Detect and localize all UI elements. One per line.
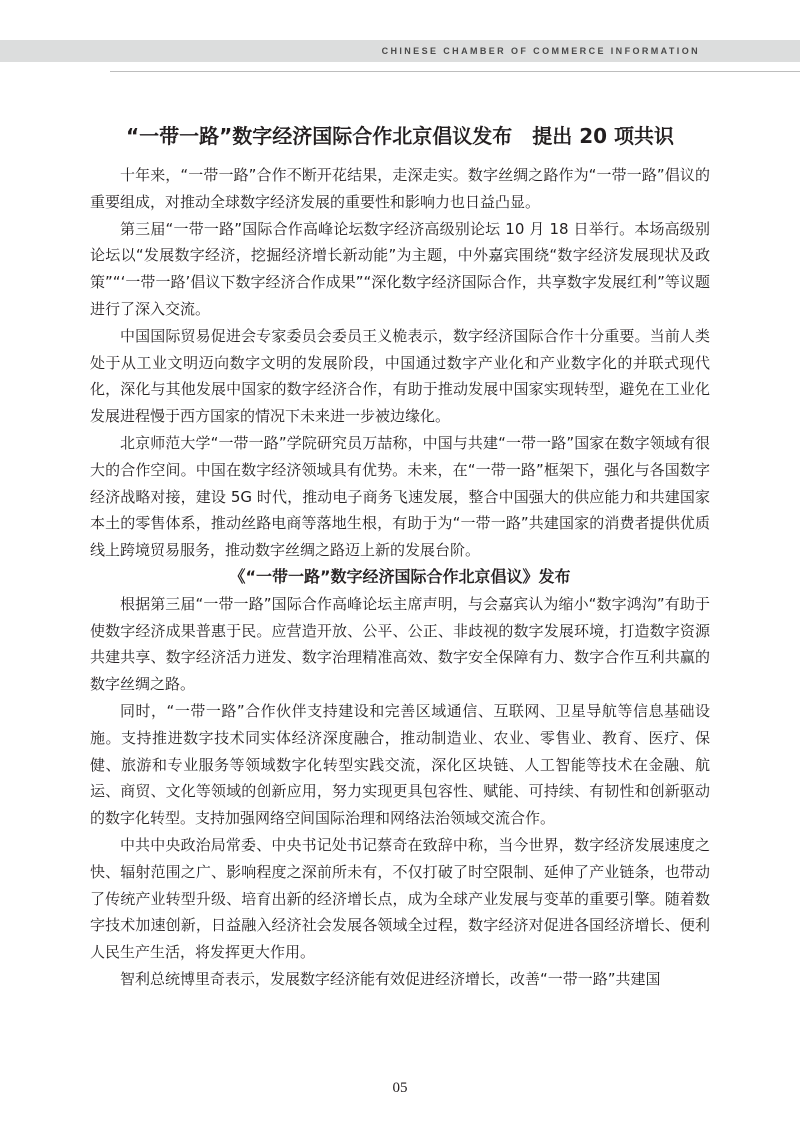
running-header-band: [0, 40, 800, 62]
paragraph: 同时，“一带一路”合作伙伴支持建设和完善区域通信、互联网、卫星导航等信息基础设施。支持推进数字技术同实体经济深度融合，推动制造业、农业、零售业、教育、医疗、保健、旅游和专业服务等领域数字化转型实践交流，深化区块链、人工智能等技术在金融、航运、商贸、文化等领域的创新应用，努力实现更具包容性、赋能、可持续、有韧性和创新驱动的数字化转型。支持加强网络空间国际治理和网络法治领域交流合作。: [90, 701, 710, 828]
section-subheading: 《“一带一路”数字经济国际合作北京倡议》发布: [229, 566, 571, 586]
paragraph: 北京师范大学“一带一路”学院研究员万喆称，中国与共建“一带一路”国家在数字领域有很大的合作空间。中国在数字经济领域具有优势。未来，在“一带一路”框架下，强化与各国数字经济战略对接，建设 5G 时代，推动电子商务飞速发展，整合中国强大的供应能力和共建国家本土的零售体系，推动丝路电商等落地生根，有助于为“一带一路”共建国家的消费者提供优质线上跨境贸易服务，推动数字丝绸之路迈上新的发展台阶。: [90, 433, 710, 560]
paragraph: 第三届“一带一路”国际合作高峰论坛数字经济高级别论坛 10 月 18 日举行。本场高级别论坛以“发展数字经济，挖掘经济增长新动能”为主题，中外嘉宾围绕“数字经济发展现状及政策”“‘一带一路’倡议下数字经济合作成果”“深化数字经济国际合作，共享数字发展红利”等议题进行了深入交流。: [90, 219, 710, 318]
article-title: “一带一路”数字经济国际合作北京倡议发布 提出 20 项共识: [125, 124, 675, 148]
page-number: 05: [392, 1080, 408, 1096]
paragraph: 中共中央政治局常委、中央书记处书记蔡奇在致辞中称，当今世界，数字经济发展速度之快、辐射范围之广、影响程度之深前所未有，不仅打破了时空限制、延伸了产业链条，也带动了传统产业转型升级、培育出新的经济增长点，成为全球产业发展与变革的重要引擎。随着数字技术加速创新，日益融入经济社会发展各领域全过程，数字经济对促进各国经济增长、便利人民生产生活，将发挥更大作用。: [90, 835, 710, 962]
article-body: [90, 162, 710, 993]
running-header-title: CHINESE CHAMBER OF COMMERCE INFORMATION: [381, 46, 700, 56]
paragraph: 根据第三届“一带一路”国际合作高峰论坛主席声明，与会嘉宾认为缩小“数字鸿沟”有助于使数字经济成果普惠于民。应营造开放、公平、公正、非歧视的数字发展环境，打造数字资源共建共享、数字经济活力迸发、数字治理精准高效、数字安全保障有力、数字合作互利共赢的数字丝绸之路。: [90, 594, 710, 694]
paragraph: 中国国际贸易促进会专家委员会委员王义桅表示，数字经济国际合作十分重要。当前人类处于从工业文明迈向数字文明的发展阶段，中国通过数字产业化和产业数字化的并联式现代化，深化与其他发展中国家的数字经济合作，有助于推动发展中国家实现转型，避免在工业化发展进程慢于西方国家的情况下未来进一步被边缘化。: [90, 326, 710, 426]
header-divider: [110, 71, 800, 72]
paragraph: 十年来，“一带一路”合作不断开花结果，走深走实。数字丝绸之路作为“一带一路”倡议的重要组成，对推动全球数字经济发展的重要性和影响力也日益凸显。: [90, 166, 710, 211]
paragraph: 智利总统博里奇表示，发展数字经济能有效促进经济增长，改善“一带一路”共建国: [120, 969, 661, 988]
